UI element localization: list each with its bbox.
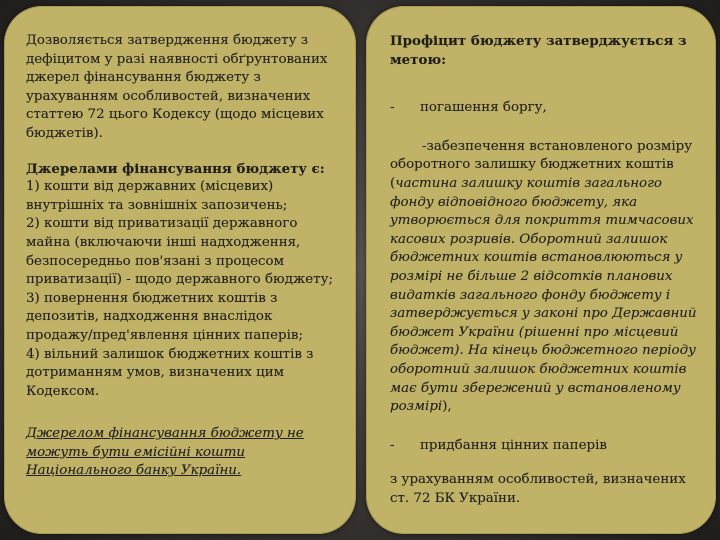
funding-source-item-4: 4) вільний залишок бюджетних коштів з дотриманням умов, визначених цим Кодексом. bbox=[26, 346, 314, 399]
surplus-purpose-item-1 bbox=[390, 99, 698, 118]
right-text-panel bbox=[366, 6, 716, 534]
funding-source-item-3: 3) повернення бюджетних коштів з депозитів, надходження внаслідок продажу/пред'явлення цінних паперів; bbox=[26, 290, 303, 343]
funding-source-item-1: 1) кошти від державних (місцевих) внутрішніх та зовнішніх запозичень; bbox=[26, 179, 288, 213]
bullet-dash: - bbox=[422, 138, 427, 154]
surplus-purpose-text-2-tail: ), bbox=[442, 399, 452, 415]
deficit-intro-paragraph: Дозволяється затвердження бюджету з дефіцитом у разі наявності обґрунтованих джерел фінансування бюджету з урахуванням особливостей, визначених статтею 72 цього Кодексу (щодо місцевих бюджетів). bbox=[26, 33, 328, 141]
surplus-purpose-item-2 bbox=[390, 138, 698, 417]
surplus-purpose-text-3: придбання цінних паперів bbox=[420, 437, 607, 453]
surplus-heading: Профіцит бюджету затверджується з метою: bbox=[390, 33, 687, 68]
surplus-purpose-text-1: погашення боргу, bbox=[420, 100, 547, 116]
funding-source-item-2: 2) кошти від приватизації державного майна (включаючи інші надходження, безпосередньо пов'язані з процесом приватизації) - щодо державного бюджету; bbox=[26, 216, 333, 288]
funding-sources-heading: Джерелами фінансування бюджету є: bbox=[26, 160, 325, 177]
working-balance-definition: частина залишку коштів загального фонду відповідного бюджету, яка утворюється для покриття тимчасових касових розривів. Оборотний залишок бюджетних коштів встановлюються у розмірі не більше 2 відсотків планових видатків загального фонду бюджету і затверджується у законі про Державний бюджет України (рішенні про місцевий бюджет). На кінець бюджетного періоду оборотний залишок бюджетних коштів має бути збережений у встановленому розмірі bbox=[390, 175, 697, 415]
bullet-dash: - bbox=[390, 437, 395, 453]
surplus-purpose-text-2: забезпечення встановленого розміру оборотного залишку бюджетних коштів ( bbox=[390, 138, 693, 191]
bullet-dash: - bbox=[390, 100, 395, 116]
surplus-closing-note: з урахуванням особливостей, визначених ст. 72 БК України. bbox=[390, 472, 686, 506]
left-text-panel bbox=[4, 6, 356, 534]
emission-funds-note: Джерелом фінансування бюджету не можуть бути емісійні кошти Національного банку України. bbox=[26, 426, 304, 479]
surplus-purpose-item-3 bbox=[390, 437, 698, 456]
